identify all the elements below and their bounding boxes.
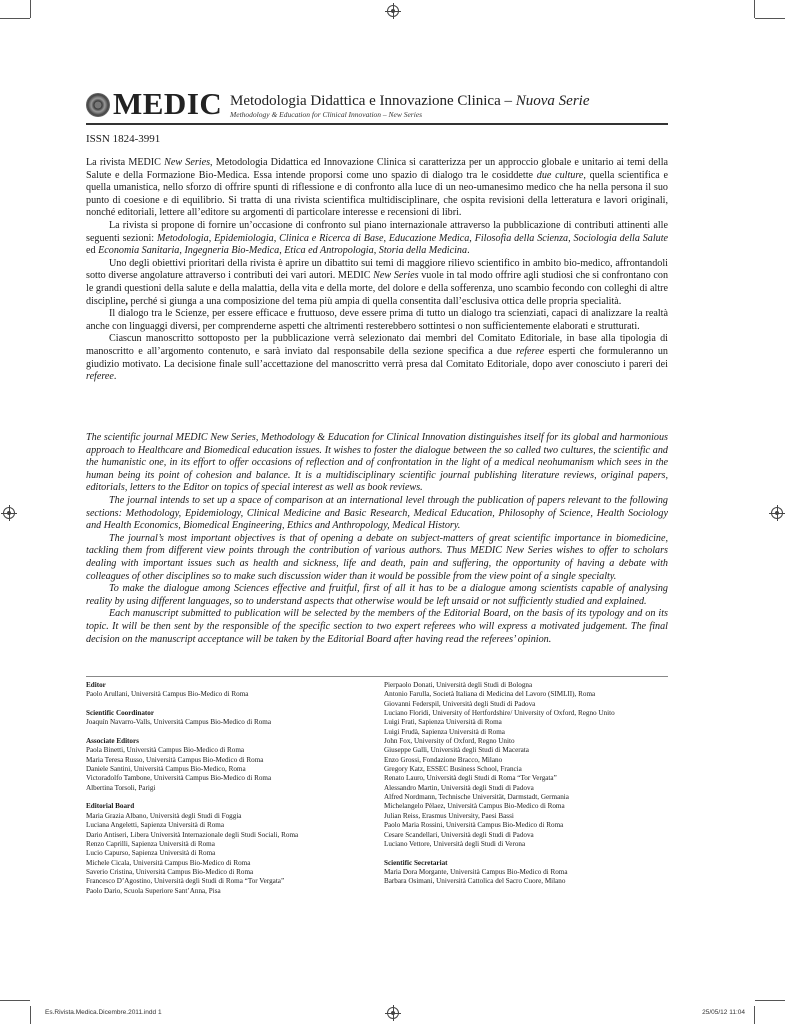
- editorial-board-heading: Editorial Board: [86, 802, 135, 811]
- seal-icon: [86, 93, 110, 117]
- member-entry: Alfred Nordmann, Technische Universität, Darmstadt, Germania: [384, 793, 569, 802]
- registration-mark-icon: [771, 507, 783, 519]
- crop-mark: [754, 0, 755, 18]
- editor-list: [86, 690, 366, 699]
- associate-editors-heading: Associate Editors: [86, 737, 139, 746]
- associate-editors-list: [86, 746, 366, 793]
- english-description: [86, 432, 668, 646]
- member-entry: Michelangelo Pèlaez, Università Campus Bio-Medico di Roma: [384, 802, 565, 811]
- member-entry: Antonio Farulla, Società Italiana di Medicina del Lavoro (SIMLII), Roma: [384, 690, 596, 699]
- footer-date: 25/05/12 11:04: [702, 1009, 745, 1016]
- paragraph: The scientific journal MEDIC New Series, Methodology & Education for Clinical Innovation distinguishes itself for its global and harmonious approach to Healthcare and Biomedical education issues. It wishes to foster the dialogue between the so called two cultures, the scientific and the humanistic one, in its effort to offer occasions of reflection and of confrontation in the light of a medical neohumanism which sees in the human being its point of cohesion and balance. It is a multidisciplinary scientific journal publishing literature reviews, original papers, editorials, letters to the Editor on topics of special interest as well as book reviews.: [86, 432, 668, 494]
- member-entry: Luciano Floridi, University of Hertfordshire/ University of Oxford, Regno Unito: [384, 709, 615, 718]
- member-entry: Giuseppe Galli, Università degli Studi di Macerata: [384, 746, 529, 755]
- member-entry: Alessandro Martin, Università degli Studi di Padova: [384, 783, 534, 792]
- italian-description: [86, 157, 668, 384]
- crop-mark: [0, 1000, 30, 1001]
- paragraph: Il dialogo tra le Scienze, per essere efficace e fruttuoso, deve essere prima di tutto un dialogo tra scienziati, capaci di analizzare la realtà anche con linguaggi diversi, per comprenderne aspetti che altrimenti resterebbero sottintesi o non sufficientemente elaborati e strutturati.: [86, 308, 668, 332]
- scientific-secretariat-list: [384, 868, 674, 887]
- journal-subtitle: Methodology & Education for Clinical Innovation – New Series: [230, 110, 423, 119]
- member-entry: Cesare Scandellari, Università degli Studi di Padova: [384, 830, 534, 839]
- issn: ISSN 1824-3991: [86, 133, 161, 145]
- member-entry: Luigi Frati, Sapienza Università di Roma: [384, 718, 502, 727]
- coordinator-heading: Scientific Coordinator: [86, 709, 155, 718]
- member-entry: Renato Lauro, Università degli Studi di Roma “Tor Vergata”: [384, 774, 557, 783]
- member-entry: Paolo Dario, Scuola Superiore Sant’Anna, Pisa: [86, 886, 221, 895]
- journal-header: [86, 88, 668, 122]
- paragraph: La rivista si propone di fornire un’occasione di confronto sul piano internazionale attraverso la pubblicazione di contributi attinenti alle seguenti sezioni: Metodologia, Epidemiologia, Clinica e Ricerca di Base, Educazione Medica, Filosofia della Scienza, Sociologia della Salute ed Economia Sanitaria, Ingegneria Bio-Medica, Etica ed Antropologia, Storia della Medicina.: [86, 219, 669, 257]
- member-entry: Maria Grazia Albano, Università degli Studi di Foggia: [86, 811, 242, 820]
- paragraph: To make the dialogue among Sciences effective and fruitful, first of all it has to be a dialogue among scientists capable of analysing reality by using different languages, so to understand aspects that otherwise would be left unsaid or not sufficiently studied and explained.: [86, 583, 668, 607]
- editor-heading: Editor: [86, 681, 106, 689]
- member-entry: Enzo Grossi, Fondazione Bracco, Milano: [384, 755, 503, 764]
- crop-mark: [754, 1006, 755, 1024]
- registration-mark-icon: [387, 1007, 399, 1019]
- crop-mark: [30, 1006, 31, 1024]
- coordinator-list: [86, 718, 366, 727]
- footer-filename: Es.Rivista.Medica.Dicembre.2011.indd 1: [45, 1009, 162, 1016]
- member-entry: Paola Binetti, Università Campus Bio-Medico di Roma: [86, 746, 245, 755]
- editorial-board-list-continued: [384, 681, 674, 849]
- section-rule: [86, 676, 668, 677]
- masthead-left-column: [86, 681, 366, 905]
- member-entry: Michele Cicala, Università Campus Bio-Medico di Roma: [86, 858, 251, 867]
- header-rule: [86, 123, 668, 125]
- member-entry: Luigi Frudà, Sapienza Università di Roma: [384, 727, 505, 736]
- member-entry: Giovanni Federspil, Università degli Studi di Padova: [384, 699, 536, 708]
- member-entry: Pierpaolo Donati, Università degli Studi di Bologna: [384, 681, 533, 689]
- paragraph: Each manuscript submitted to publication will be selected by the members of the Editorial Board, on the basis of its typology and on its topic. It will be then sent by the responsible of the specific section to two expert referees who will express a motivated judgement. The final decision on the manuscript acceptance will be taken by the Editorial Board after having read the referees’ opinion.: [86, 608, 668, 645]
- paragraph: Uno degli obiettivi prioritari della rivista è aprire un dibattito sui temi di maggiore rilievo scientifico in ambito bio-medico, affrontandoli sotto diverse angolature attraverso i contributi dei vari autori. MEDIC New Series vuole in tal modo offrire agli studiosi che si confrontano con le grandi questioni della salute e della malattia, della vita e della morte, del dolore e della sofferenza, uno scambio fecondo con colleghi di altre discipline, perché si giunga a una composizione del tema più ampia di quella consentita dall’esclusiva ottica delle propria specialità.: [86, 257, 669, 307]
- member-entry: Gregory Katz, ESSEC Business School, Francia: [384, 765, 522, 774]
- member-entry: Barbara Osimani, Università Cattolica del Sacro Cuore, Milano: [384, 877, 566, 886]
- paragraph: Ciascun manoscritto sottoposto per la pubblicazione verrà selezionato dai membri del Comitato Editoriale, in base alla tipologia di manoscritto e all’argomento contenuto, e sarà inviato dal responsabile della sezione specifica a due referee esperti che formuleranno un giudizio motivato. La decisione finale sull’accettazione del manoscritto verrà presa dal Comitato Editoriale, dopo aver conosciuto i pareri dei referee.: [86, 333, 668, 383]
- editorial-board-list: [86, 812, 366, 896]
- member-entry: Francesco D’Agostino, Università degli Studi di Roma “Tor Vergata”: [86, 877, 285, 886]
- member-entry: Lucio Capurso, Sapienza Università di Roma: [86, 849, 216, 858]
- member-entry: Saverio Cristina, Università Campus Bio-Medico di Roma: [86, 867, 254, 876]
- paragraph: La rivista MEDIC New Series, Metodologia Didattica ed Innovazione Clinica si caratterizza per un approccio globale e unitario ai temi della Salute e della Formazione Bio-Medica. Essa intende proporsi come uno spazio di dialogo tra le cosiddette due culture, quella scientifica e quella umanistica, nello sforzo di offrire spunti di riflessione e di confronto alla luce di un neo-umanesimo medico che ha nella persona il suo punto di coesione e di equilibrio. Si tratta di una rivista scientifica multidisciplinare, che ospita revisioni della letteratura e lavori originali, nonché editoriali, lettere all’editore su argomenti di particolare interesse e recensioni di libri.: [86, 157, 668, 219]
- member-entry: Julian Reiss, Erasmus University, Paesi Bassi: [384, 811, 514, 820]
- member-entry: Luciano Vettore, Università degli Studi di Verona: [384, 839, 526, 848]
- member-entry: Dario Antiseri, Libera Università Internazionale degli Studi Sociali, Roma: [86, 830, 299, 839]
- member-entry: Daniele Santini, Università Campus Bio-Medico, Roma: [86, 765, 246, 774]
- member-entry: Paolo Arullani, Università Campus Bio-Medico di Roma: [86, 690, 249, 699]
- registration-mark-icon: [3, 507, 15, 519]
- logo-text: MEDIC: [113, 86, 223, 121]
- registration-mark-icon: [387, 5, 399, 17]
- masthead-right-column: [384, 681, 674, 896]
- crop-mark: [0, 18, 30, 19]
- paragraph: The journal intends to set up a space of comparison at an international level through the publication of papers relevant to the following sections: Methodology, Epidemiology, Clinical Medicine and Basic Research, Medical Education, Philosophy of Science, Health Sociology and Health Economics, Biomedical Engineering, Ethics and Anthropology, Medical History.: [86, 494, 668, 532]
- crop-mark: [755, 1000, 785, 1001]
- member-entry: Albertina Torsoli, Parigi: [86, 783, 156, 792]
- member-entry: Luciana Angeletti, Sapienza Università di Roma: [86, 821, 225, 830]
- member-entry: Renzo Caprilli, Sapienza Università di Roma: [86, 839, 215, 848]
- member-entry: Joaquín Navarro-Valls, Università Campus Bio-Medico di Roma: [86, 718, 272, 727]
- paragraph: The journal’s most important objectives is that of opening a debate on subject-matters of great scientific importance in biomedicine, tackling them from different view points through the contribution of various authors. Thus MEDIC New Series wishes to offer to scholars dealing with important issues such as health and sickness, life and death, pain and suffering, the opportunity of having a debate with colleagues of other disciplines so to make such discussion wider than it would be possible from the view point of a single specialty.: [86, 532, 668, 582]
- member-entry: Paolo Maria Rossini, Università Campus Bio-Medico di Roma: [384, 821, 564, 830]
- journal-title: Metodologia Didattica e Innovazione Clinica – Nuova Serie: [230, 93, 590, 109]
- scientific-secretariat-heading: Scientific Secretariat: [384, 858, 448, 867]
- member-entry: Victoradolfo Tambone, Università Campus Bio-Medico di Roma: [86, 774, 272, 783]
- crop-mark: [755, 18, 785, 19]
- member-entry: John Fox, University of Oxford, Regno Unito: [384, 737, 515, 746]
- member-entry: Maria Dora Morgante, Università Campus Bio-Medico di Roma: [384, 867, 568, 876]
- member-entry: Maria Teresa Russo, Università Campus Bio-Medico di Roma: [86, 755, 264, 764]
- crop-mark: [30, 0, 31, 18]
